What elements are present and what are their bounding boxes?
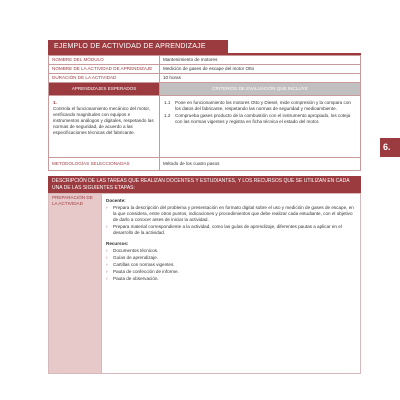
module-name-value: Mantenimiento de motores [160,56,361,65]
preparation-table [48,193,361,374]
aprendizaje-text: Controla el funcionamiento mecánico del motor, verificando magnitudes con equipos e instrumentos análogos y digitales, respetando las normas de seguridad, de acuerdo a las especificaciones técnicas del fabricante. [53,106,154,135]
recurso-item-text: Pauta de observación. [113,276,159,281]
list-item [106,269,356,275]
list-item [106,248,356,254]
duration-label: DURACIÓN DE LA ACTIVIDAD [49,74,160,83]
list-item [106,262,356,268]
chapter-tab: 6. [380,138,400,157]
criterio-text: Comprueba gases producto de la combustión con el instrumento apropiado, los coteja con las normas vigentes y registra en ficha técnica el estado del motor. [175,113,351,124]
preparation-content [102,194,361,374]
activity-name-label: NOMBRE DE LA ACTIVIDAD DE APRENDIZAJE [49,65,160,74]
criterio-item [164,100,356,112]
aprendizajes-header: APRENDIZAJES ESPERADOS [49,83,160,96]
activity-name-value: Medición de gases de escape del motor Otto [160,65,361,74]
list-item [106,255,356,261]
tasks-section-heading: DESCRIPCIÓN DE LAS TAREAS QUE REALIZAN DOCENTES Y ESTUDIANTES, Y LOS RECURSOS QUE SE UTILIZAN EN CADA UNA DE LAS SIGUIENTES ETAPAS: [48,176,361,193]
table-row [49,96,361,158]
docente-item-text: Prepara la descripción del problema y presentación en formato digital sobre el uso y medición de gases de escape, en la que considera, entre otros puntos, indicaciones y procedimientos que debe realizar cada estudiante, con el objetivo de darlo a conocer antes de iniciar la actividad. [113,205,354,222]
chevron-right-icon: › [106,205,108,210]
criterios-cell [160,96,361,158]
docente-title: Docente: [106,198,126,203]
criterios-header: CRITERIOS DE EVALUACIÓN QUE INCLUYE [160,83,361,96]
chevron-right-icon: › [106,224,108,229]
chevron-right-icon: › [106,255,108,260]
chevron-right-icon: › [106,269,108,274]
table-row [49,74,361,83]
docente-item-text: Prepara material correspondiente a la actividad, como las guías de aprendizaje, diferentes pautas a aplicar en el desarrollo de la actividad. [113,224,342,235]
criterio-number: 1.2 [164,113,171,118]
list-item [106,224,356,236]
page-title: EJEMPLO DE ACTIVIDAD DE APRENDIZAJE [48,40,228,54]
recurso-item-text: Guías de aprendizaje. [113,255,158,260]
chevron-right-icon: › [106,276,108,281]
table-row [49,83,361,96]
chevron-right-icon: › [106,262,108,267]
duration-value: 10 horas [160,74,361,83]
table-row [49,158,361,171]
metodologias-value: Método de los cuatro pasos [160,158,361,171]
table-row [49,65,361,74]
chevron-right-icon: › [106,248,108,253]
aprendizaje-number: 1. [53,100,57,105]
aprendizaje-cell [49,96,160,158]
list-item [106,276,356,282]
recursos-title: Recursos: [106,241,129,246]
metodologias-label: METODOLOGÍAS SELECCIONADAS [49,158,160,171]
table-row [49,194,361,374]
recurso-item-text: Cartillas con normas vigentes. [113,262,175,267]
info-table [48,55,361,171]
activity-page [48,40,361,374]
preparation-label: PREPARACIÓN DE LA ACTIVIDAD [49,194,102,374]
table-row [49,56,361,65]
list-item [106,205,356,223]
criterio-text: Pone en funcionamiento los motores Otto y Diesel, mide compresión y la compara con los datos del fabricante, respetando las normas de seguridad y medioambiente. [175,100,351,111]
module-name-label: NOMBRE DEL MÓDULO [49,56,160,65]
criterio-number: 1.1 [164,100,171,105]
recurso-item-text: Documentos técnicos. [113,248,159,253]
recurso-item-text: Pauta de confección de informe. [113,269,179,274]
criterio-item [164,113,356,125]
